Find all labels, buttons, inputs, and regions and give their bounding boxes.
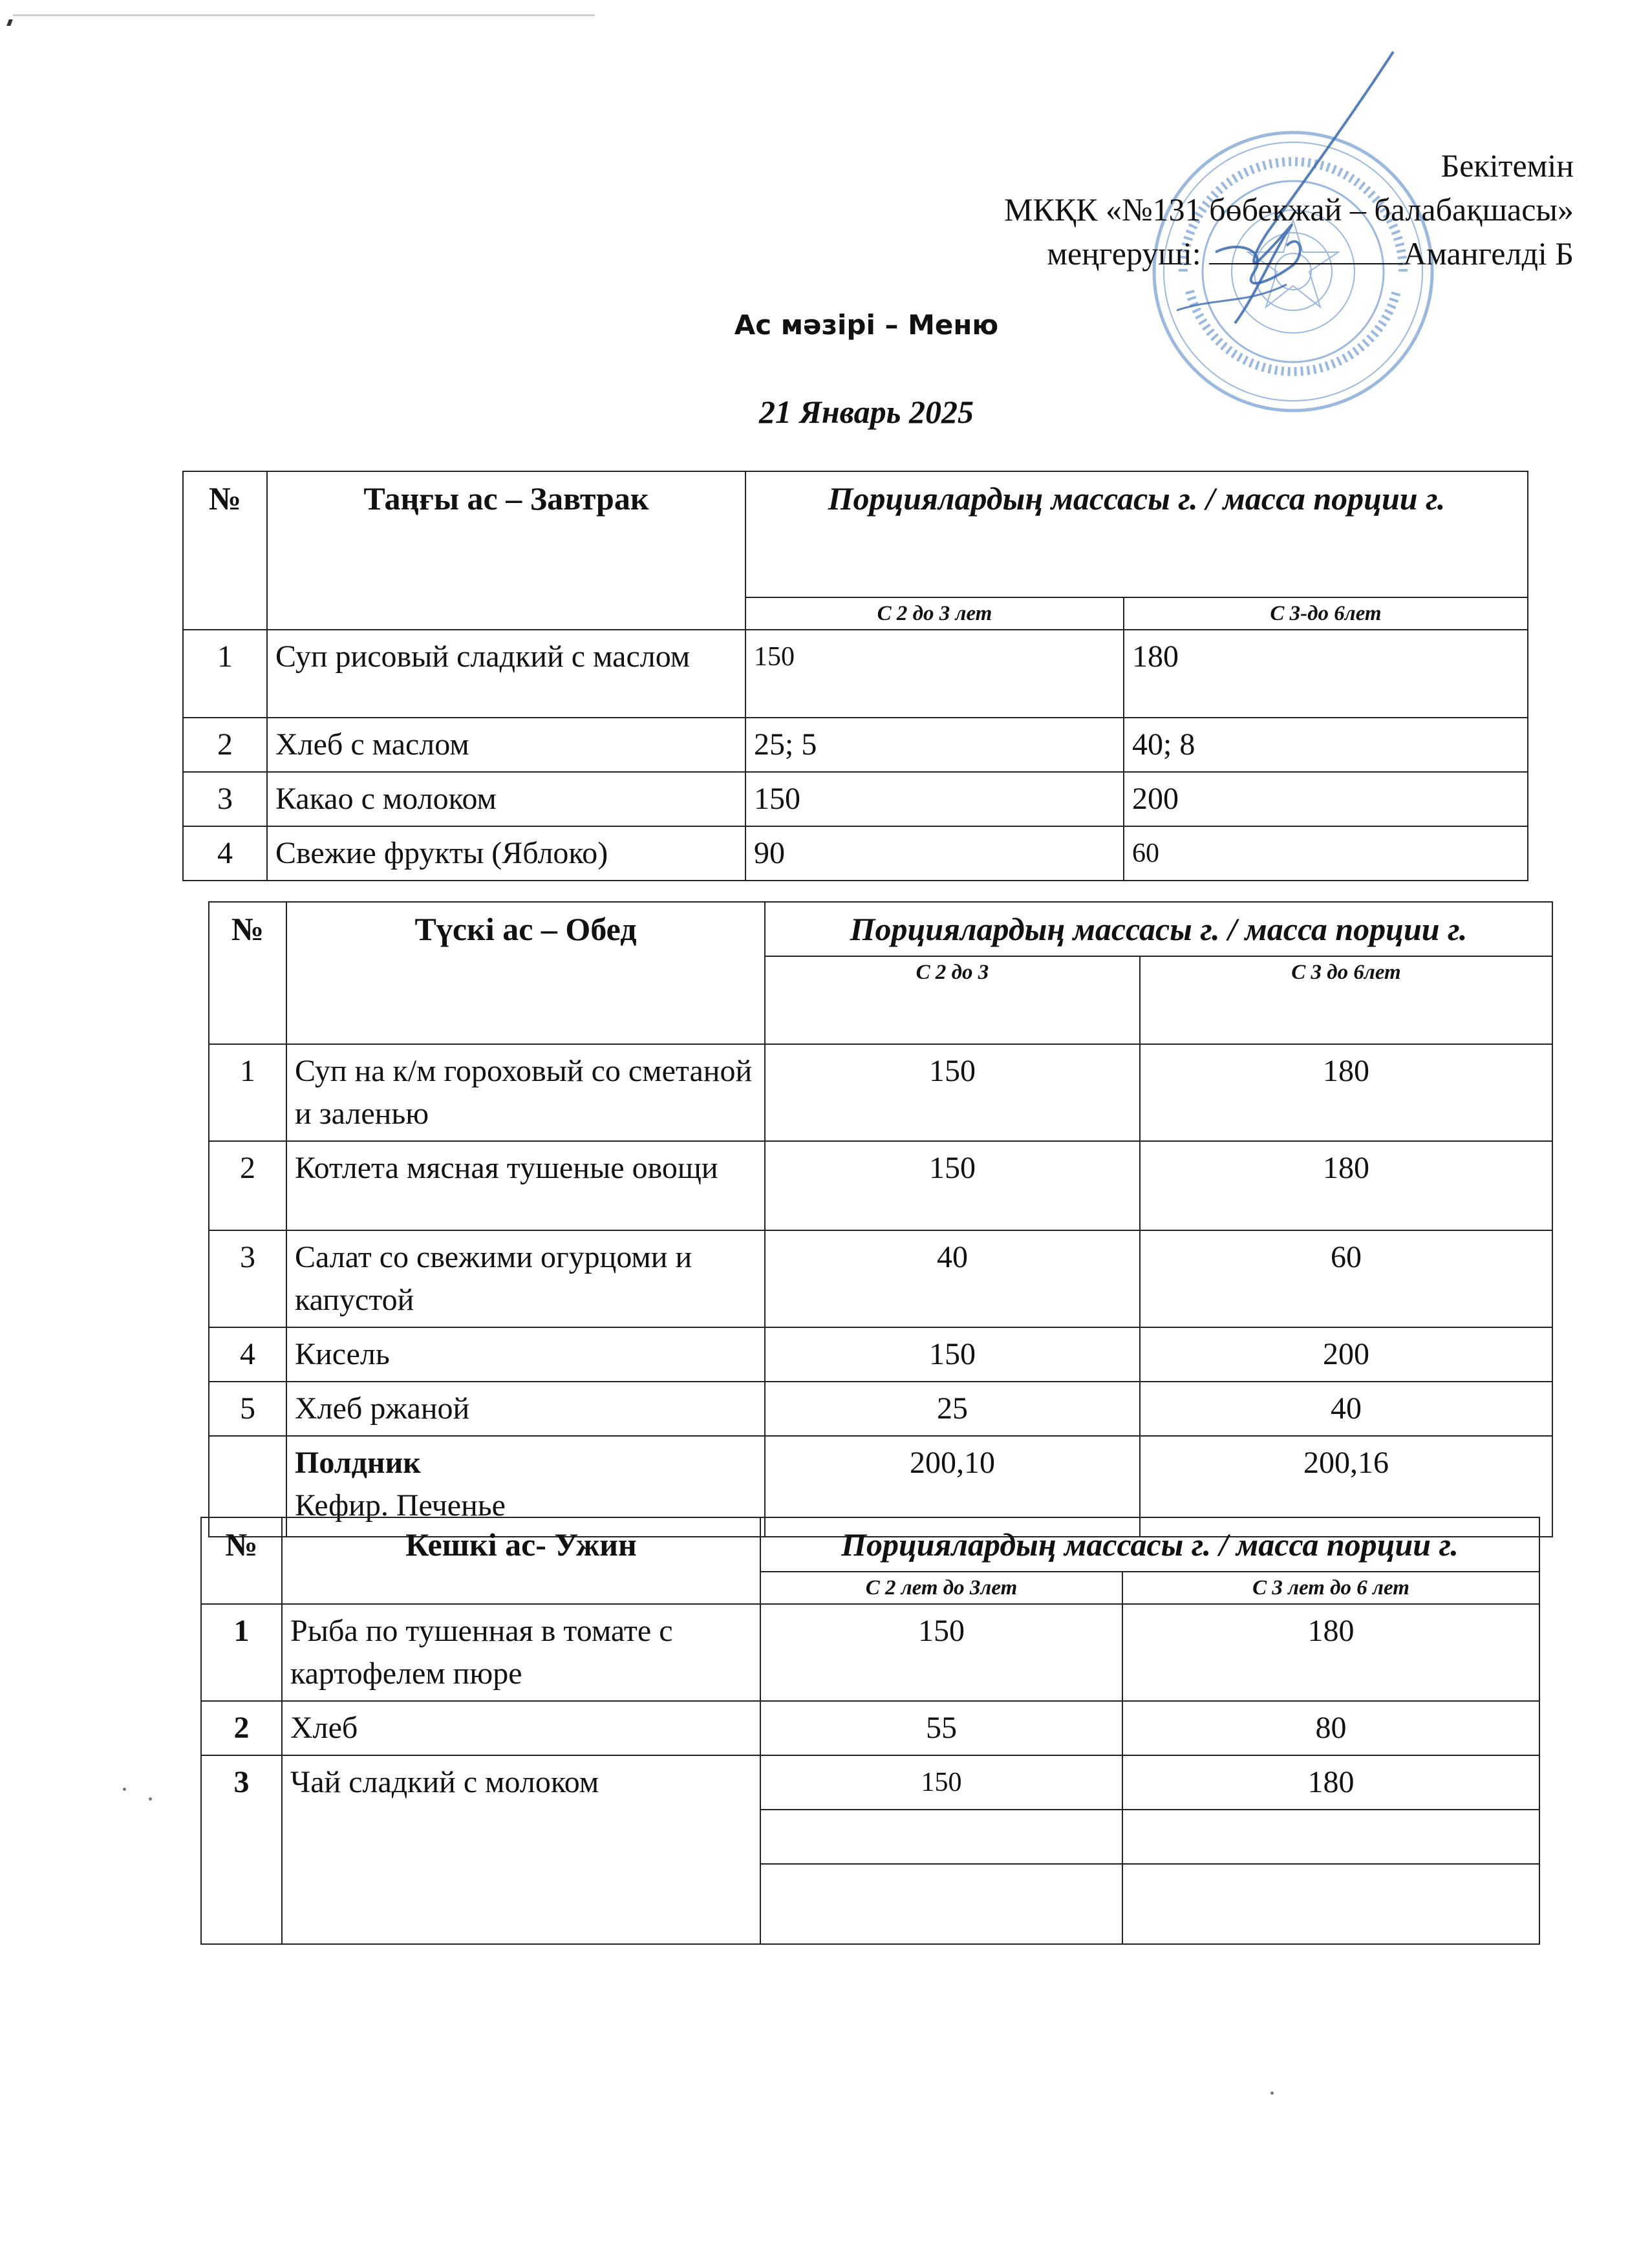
snack-title: Полдник (295, 1446, 421, 1480)
dish-name: Котлета мясная тушеные овощи (286, 1141, 765, 1230)
portion-age-2-3: 150 (760, 1755, 1122, 1810)
approval-title: Бекітемін (1441, 147, 1574, 184)
portion-age-3-6: 60 (1140, 1230, 1552, 1327)
empty-cell (1122, 1810, 1539, 1864)
lunch-table (208, 901, 1553, 1537)
table-row (201, 1701, 1539, 1755)
row-number: 1 (183, 630, 267, 718)
row-number: 1 (209, 1044, 286, 1141)
empty-cell (760, 1810, 1122, 1864)
document-title: Ас мәзірі – Меню (734, 309, 999, 341)
dish-name: Кисель (286, 1327, 765, 1382)
portion-age-3-6: 180 (1122, 1604, 1539, 1701)
portion-age-2-3: 25; 5 (745, 718, 1124, 772)
portion-age-3-6: 180 (1124, 630, 1528, 718)
scan-speck (149, 1797, 152, 1801)
dinner-col-age-3-6: С 3 лет до 6 лет (1122, 1572, 1539, 1604)
dish-name: Хлеб (282, 1701, 760, 1755)
row-number: 2 (209, 1141, 286, 1230)
row-number: 4 (183, 826, 267, 881)
breakfast-table (182, 471, 1528, 881)
row-number: 2 (201, 1701, 282, 1755)
empty-cell (1122, 1864, 1539, 1944)
portion-age-3-6: 80 (1122, 1701, 1539, 1755)
portion-age-3-6: 180 (1140, 1044, 1552, 1141)
dish-name: Рыба по тушенная в томате с картофелем пюре (282, 1604, 760, 1701)
table-row (201, 1604, 1539, 1701)
dinner-title: Кешкі ас- Ужин (282, 1517, 760, 1604)
table-row (183, 718, 1528, 772)
portion-age-2-3: 150 (765, 1327, 1140, 1382)
portion-age-2-3: 90 (745, 826, 1124, 881)
portion-age-2-3: 150 (745, 630, 1124, 718)
organization-name: МКҚК «№131 бөбекжай – балабақшасы» (1003, 191, 1574, 228)
portion-age-2-3: 25 (765, 1382, 1140, 1436)
table-row (209, 1327, 1552, 1382)
dish-name: Хлеб ржаной (286, 1382, 765, 1436)
lunch-col-age-2-3: С 2 до 3 (765, 956, 1140, 1044)
portion-age-3-6: 40 (1140, 1382, 1552, 1436)
scan-corner-mark (6, 19, 13, 26)
lunch-num-header: № (209, 902, 286, 1044)
portion-age-3-6: 200 (1124, 772, 1528, 826)
table-row (183, 826, 1528, 881)
breakfast-col-age-2-3: С 2 до 3 лет (745, 597, 1124, 630)
table-row (209, 1382, 1552, 1436)
portion-age-3-6: 180 (1122, 1755, 1539, 1810)
director-label: меңгеруші: (1047, 235, 1201, 272)
snack-name: Кефир. Печенье (295, 1488, 506, 1523)
scan-edge-line (13, 14, 595, 16)
table-row (183, 772, 1528, 826)
row-number: 3 (201, 1755, 282, 1944)
document-date: 21 Январь 2025 (758, 394, 974, 430)
breakfast-col-age-3-6: С 3-до 6лет (1124, 597, 1528, 630)
table-row (183, 630, 1528, 718)
director-line (1004, 231, 1574, 275)
row-number: 5 (209, 1382, 286, 1436)
row-number: 3 (183, 772, 267, 826)
dinner-portion-header: Порциялардың массасы г. / масса порции г. (760, 1517, 1539, 1572)
row-number: 3 (209, 1230, 286, 1327)
portion-age-3-6: 60 (1124, 826, 1528, 881)
approval-block (1004, 144, 1574, 275)
dish-name: Хлеб с маслом (267, 718, 745, 772)
row-number: 4 (209, 1327, 286, 1382)
table-row (201, 1755, 1539, 1810)
dinner-num-header: № (201, 1517, 282, 1604)
portion-age-3-6: 200 (1140, 1327, 1552, 1382)
table-row (209, 1044, 1552, 1141)
portion-age-3-6: 180 (1140, 1141, 1552, 1230)
lunch-title: Түскі ас – Обед (286, 902, 765, 1044)
portion-age-2-3: 150 (760, 1604, 1122, 1701)
dish-name: Салат со свежими огурцоми и капустой (286, 1230, 765, 1327)
portion-age-2-3: 55 (760, 1701, 1122, 1755)
portion-age-2-3: 40 (765, 1230, 1140, 1327)
lunch-portion-header: Порциялардың массасы г. / масса порции г. (765, 902, 1552, 956)
breakfast-title: Таңғы ас – Завтрак (267, 471, 745, 630)
portion-age-3-6: 40; 8 (1124, 718, 1528, 772)
snack-portion-age-3-6: 200,16 (1140, 1436, 1552, 1537)
table-row (209, 1141, 1552, 1230)
dish-name: Какао с молоком (267, 772, 745, 826)
portion-age-2-3: 150 (745, 772, 1124, 826)
table-row (209, 1230, 1552, 1327)
breakfast-num-header: № (183, 471, 267, 630)
snack-portion-age-2-3: 200,10 (765, 1436, 1140, 1537)
lunch-col-age-3-6: С 3 до 6лет (1140, 956, 1552, 1044)
scan-speck (123, 1788, 126, 1791)
scan-speck (1270, 2091, 1274, 2095)
dish-name: Свежие фрукты (Яблоко) (267, 826, 745, 881)
row-number: 1 (201, 1604, 282, 1701)
signature-line (1209, 237, 1403, 264)
dinner-col-age-2-3: С 2 лет до 3лет (760, 1572, 1122, 1604)
portion-age-2-3: 150 (765, 1044, 1140, 1141)
breakfast-portion-header: Порциялардың массасы г. / масса порции г. (745, 471, 1528, 597)
empty-cell (760, 1864, 1122, 1944)
row-number: 2 (183, 718, 267, 772)
dish-name: Чай сладкий с молоком (282, 1755, 760, 1944)
dish-name: Суп рисовый сладкий с маслом (267, 630, 745, 718)
portion-age-2-3: 150 (765, 1141, 1140, 1230)
dinner-table (200, 1517, 1540, 1945)
director-name: Амангелді Б (1403, 235, 1574, 272)
dish-name: Суп на к/м гороховый со сметаной и заленью (286, 1044, 765, 1141)
